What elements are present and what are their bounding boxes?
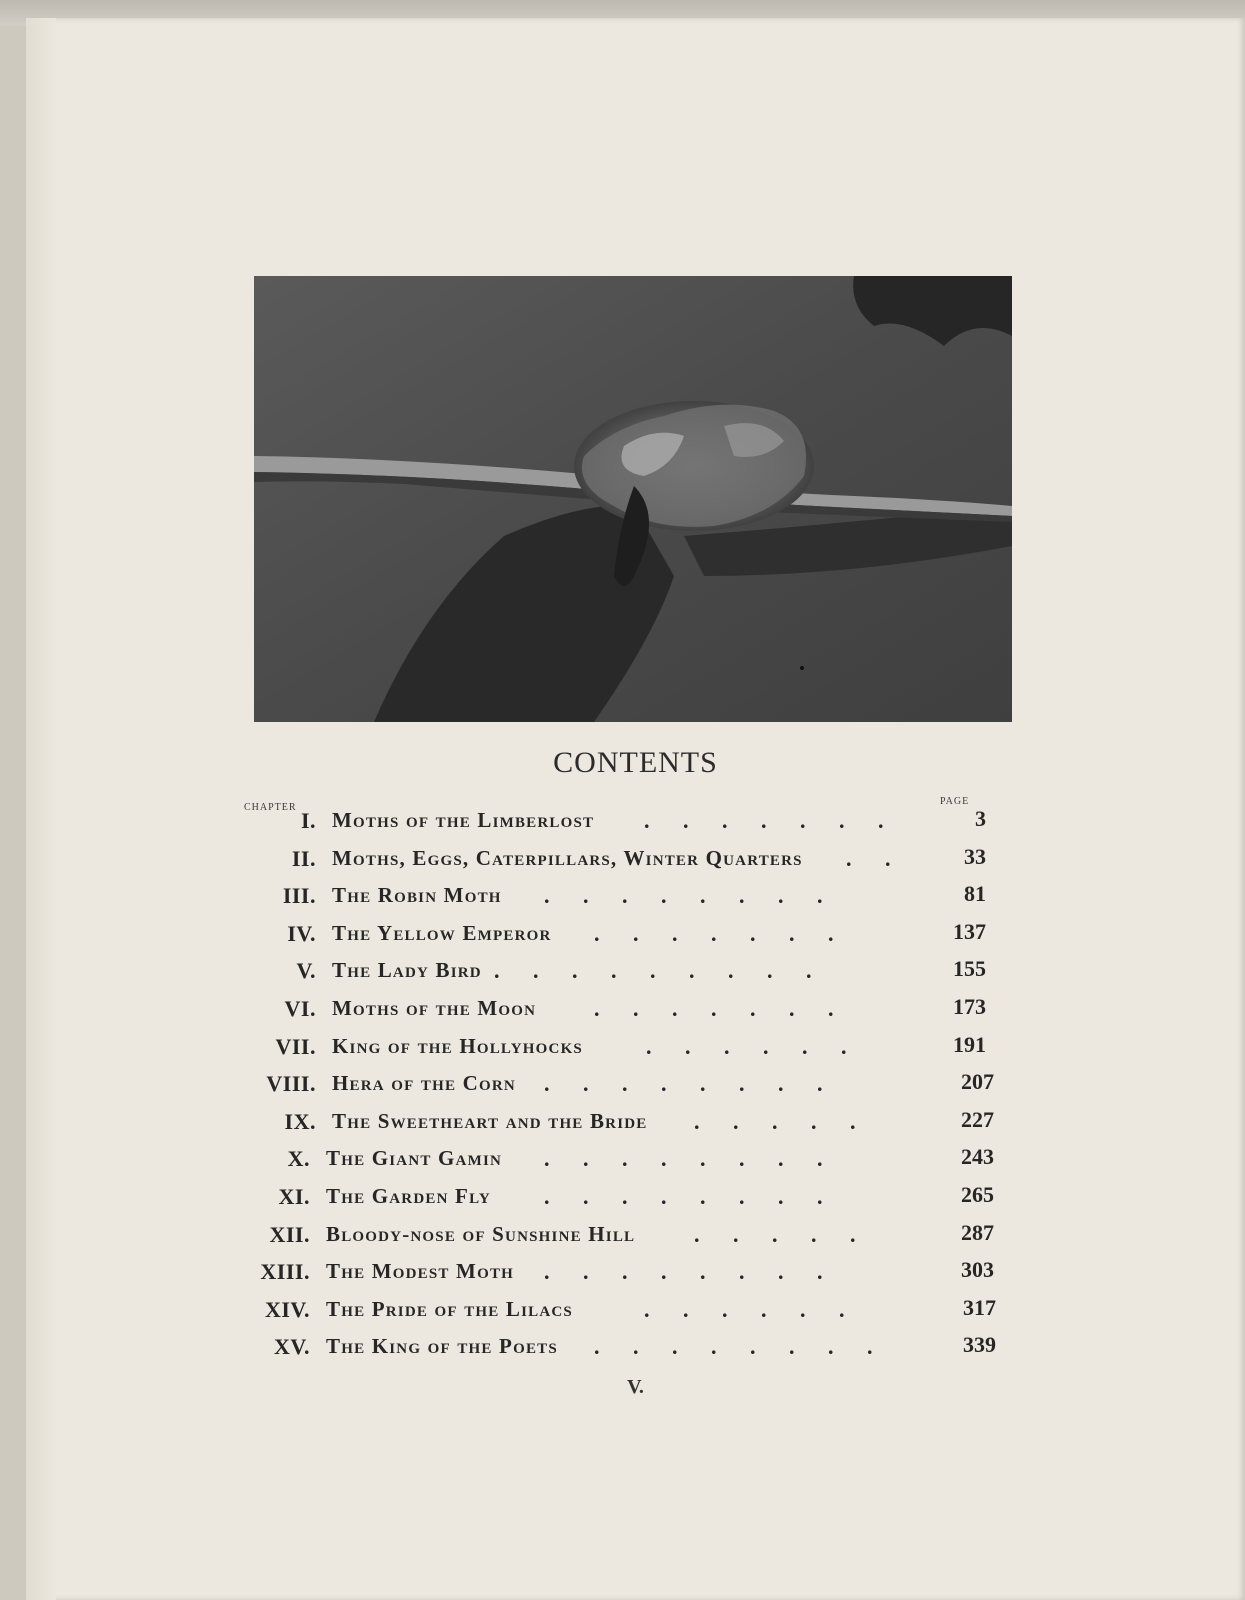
dot-leader: . . . . . . . <box>594 996 848 1021</box>
chapter-number: V. <box>296 958 316 984</box>
dot-leader: . . . . . . . . . <box>494 958 826 984</box>
dot-leader: . . . . . . . . <box>544 1184 837 1209</box>
chapter-page-number: 33 <box>964 843 986 869</box>
chapter-title: Bloody-nose of Sunshine Hill <box>326 1221 636 1246</box>
toc-row <box>234 1106 1134 1139</box>
chapter-page-number: 243 <box>961 1144 994 1170</box>
chapter-title: Moths of the Limberlost <box>332 808 595 832</box>
chapter-title: The Robin Moth <box>332 883 502 908</box>
toc-row <box>228 1184 1128 1214</box>
photo-illustration <box>254 276 1012 722</box>
page-column-label: PAGE <box>940 796 970 807</box>
chapter-title: The Yellow Emperor <box>332 920 552 945</box>
chapter-number: VII. <box>275 1033 316 1059</box>
chapter-title: The Garden Fly <box>326 1184 491 1208</box>
toc-row <box>234 1071 1134 1101</box>
dot-leader: . . . . . . . . <box>544 1071 837 1097</box>
dot-leader: . . . . . . . <box>644 808 898 833</box>
chapter-page-number: 265 <box>961 1182 994 1207</box>
chapter-number: X. <box>287 1146 310 1172</box>
toc-row <box>234 996 1134 1026</box>
chapter-number: II. <box>291 845 316 871</box>
contents-heading: CONTENTS <box>553 746 718 779</box>
chapter-number: XV. <box>274 1334 310 1360</box>
dot-leader: . . . . . . . . <box>544 1259 837 1285</box>
dot-leader: . . . . . . <box>646 1033 861 1059</box>
toc-row <box>234 958 1134 988</box>
chapter-title: Moths, Eggs, Caterpillars, Winter Quarters <box>332 845 803 870</box>
chapter-column-label: CHAPTER <box>244 802 297 813</box>
chapter-title: King of the Hollyhocks <box>332 1033 583 1058</box>
toc-row <box>234 843 1134 876</box>
chapter-number: XI. <box>278 1184 310 1209</box>
chapter-title: The Giant Gamin <box>326 1146 503 1171</box>
dot-leader: . . . . . . . . <box>544 1146 837 1172</box>
toc-row <box>234 918 1134 951</box>
chapter-number: III. <box>282 883 316 909</box>
book-page <box>26 18 1245 1600</box>
chapter-page-number: 81 <box>964 881 986 907</box>
chapter-title: The Lady Bird <box>332 958 482 983</box>
chapter-number: IV. <box>287 920 316 946</box>
toc-row <box>228 1219 1128 1252</box>
chapter-title: The King of the Poets <box>326 1334 558 1359</box>
chapter-number: I. <box>300 808 316 833</box>
chapter-title: The Modest Moth <box>326 1259 515 1284</box>
chapter-number: XII. <box>269 1221 310 1247</box>
toc-row <box>228 1146 1128 1176</box>
toc-row <box>228 1294 1128 1327</box>
chapter-page-number: 303 <box>961 1257 994 1283</box>
chapter-title: Hera of the Corn <box>332 1071 516 1096</box>
chapter-page-number: 317 <box>963 1294 996 1320</box>
toc-row <box>228 1334 1128 1364</box>
chapter-title: The Sweetheart and the Bride <box>332 1108 648 1133</box>
chapter-number: VIII. <box>266 1071 316 1097</box>
moth-photograph <box>254 276 1012 722</box>
chapter-number: VI. <box>284 996 316 1021</box>
chapter-number: XIII. <box>260 1259 310 1285</box>
chapter-page-number: 137 <box>953 918 986 944</box>
chapter-page-number: 227 <box>961 1106 994 1132</box>
toc-row <box>228 1259 1128 1289</box>
chapter-number: IX. <box>284 1108 316 1134</box>
chapter-number: XIV. <box>264 1296 310 1322</box>
chapter-title: The Pride of the Lilacs <box>326 1296 573 1321</box>
chapter-page-number: 339 <box>963 1332 996 1358</box>
dot-leader: . . . . . . <box>644 1296 859 1322</box>
toc-row <box>234 883 1134 913</box>
chapter-title: Moths of the Moon <box>332 996 537 1020</box>
chapter-page-number: 191 <box>953 1031 986 1057</box>
chapter-page-number: 287 <box>961 1219 994 1245</box>
toc-row <box>234 808 1134 838</box>
chapter-page-number: 207 <box>961 1069 994 1095</box>
chapter-page-number: 155 <box>953 956 986 982</box>
dot-leader: . . . . . . . . <box>594 1334 887 1360</box>
dot-leader: . . . . . <box>694 1108 870 1134</box>
chapter-page-number: 3 <box>975 806 986 831</box>
chapter-page-number: 173 <box>953 994 986 1019</box>
toc-row <box>234 1031 1134 1064</box>
dot-leader: . . . . . <box>694 1221 870 1247</box>
dot-leader: . . . . . . . <box>594 920 848 946</box>
page-gutter <box>26 18 56 1600</box>
dot-leader: . . . . . . . . <box>544 883 837 909</box>
page-folio: V. <box>627 1376 644 1398</box>
dot-leader: . . <box>846 845 905 871</box>
